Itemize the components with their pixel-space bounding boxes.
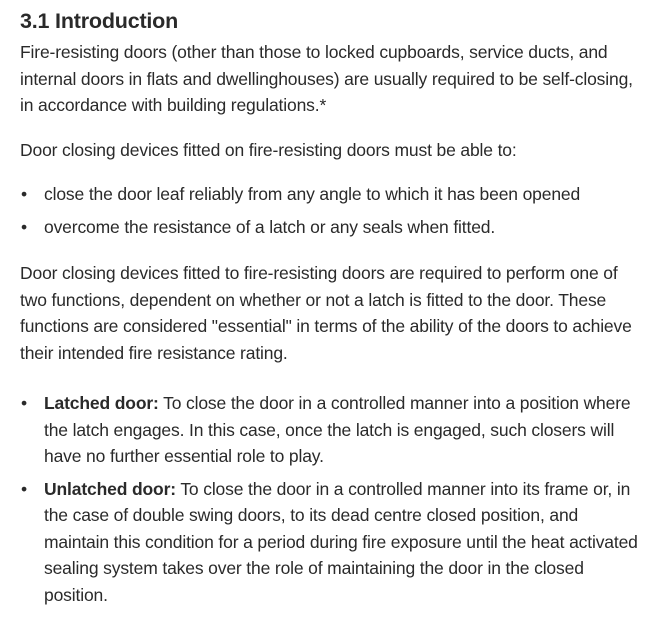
list-item-text: close the door leaf reliably from any angle to which it has been opened xyxy=(44,184,581,204)
list-item xyxy=(20,476,645,609)
unlatched-door-description: To close the door in a controlled manner into its frame or, in the case of double swing doors, to its dead centre closed position, and maintain this condition for a period during fire exposure until the heat activated sealing system takes over the role of maintaining the door in the closed position. xyxy=(44,478,638,605)
section-heading: 3.1 Introduction xyxy=(20,9,179,33)
document-page xyxy=(20,6,645,608)
capabilities-list xyxy=(20,181,645,240)
unlatched-door-term: Unlatched door: xyxy=(44,478,176,499)
list-item-text: overcome the resistance of a latch or any seals when fitted. xyxy=(44,216,496,237)
functions-paragraph: Door closing devices fitted to fire-resisting doors are required to perform one of two functions, dependent on whether or not a latch is fitted to the door. These functions are considered "essential" in terms of the ability of the doors to achieve their intended fire resistance rating. xyxy=(20,263,632,363)
latched-door-description: To close the door in a controlled manner into a position where the latch engages. In this case, once the latch is engaged, such closers will have no further essential role to play. xyxy=(44,393,631,466)
latched-door-term: Latched door: xyxy=(44,393,159,413)
bullet-icon: • xyxy=(21,393,27,413)
bullet-icon: • xyxy=(21,216,27,237)
list-item xyxy=(20,181,645,208)
devices-paragraph: Door closing devices fitted on fire-resisting doors must be able to: xyxy=(20,139,517,160)
intro-paragraph: Fire-resisting doors (other than those to locked cupboards, service ducts, and internal doors in flats and dwellinghouses) are usually required to be self-closing, in accordance with building regulations.* xyxy=(20,42,633,115)
list-item xyxy=(20,390,645,470)
list-item xyxy=(20,214,645,241)
bullet-icon: • xyxy=(21,478,27,499)
bullet-icon: • xyxy=(21,184,27,204)
door-types-list xyxy=(20,390,645,608)
